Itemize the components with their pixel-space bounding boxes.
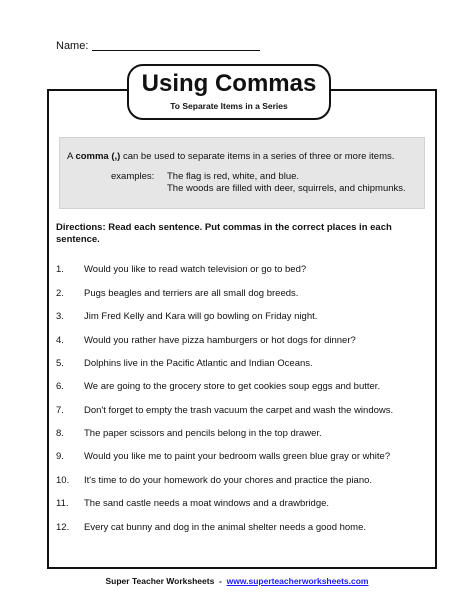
sentence-text: It's time to do your homework do your chores and practice the piano. (84, 475, 373, 486)
sentence-number: 7. (56, 405, 64, 416)
sentence-text: Jim Fred Kelly and Kara will go bowling on Friday night. (84, 311, 318, 322)
sentence-number: 9. (56, 451, 64, 462)
sentence-text: Would you like to read watch television or go to bed? (84, 264, 307, 275)
footer-separator: - (214, 576, 227, 586)
footer (0, 576, 474, 586)
sentence-number: 6. (56, 381, 64, 392)
sentence-text: Would you rather have pizza hamburgers or hot dogs for dinner? (84, 335, 356, 346)
info-intro-before: A (67, 151, 76, 162)
sentence-text: The sand castle needs a moat windows and a drawbridge. (84, 498, 330, 509)
sentence-number: 3. (56, 311, 64, 322)
info-intro (67, 151, 394, 162)
sentence-number: 10. (56, 475, 70, 486)
sentence-number: 8. (56, 428, 64, 439)
sentence-number: 11. (56, 498, 69, 509)
directions: Directions: Read each sentence. Put commas in the correct places in each sentence. (56, 222, 392, 245)
sentence-number: 1. (56, 264, 64, 275)
page-subtitle: To Separate Items in a Series (170, 101, 288, 111)
name-blank-line[interactable] (92, 50, 260, 51)
sentence-text: Don't forget to empty the trash vacuum the carpet and wash the windows. (84, 405, 394, 416)
sentence-number: 12. (56, 522, 70, 533)
sentence-text: Dolphins live in the Pacific Atlantic and Indian Oceans. (84, 358, 313, 369)
sentence-text: We are going to the grocery store to get cookies soup eggs and butter. (84, 381, 381, 392)
sentence-text: The paper scissors and pencils belong in the top drawer. (84, 428, 322, 439)
info-intro-after: can be used to separate items in a series of three or more items. (120, 151, 395, 162)
example-1: The flag is red, white, and blue. (167, 171, 300, 182)
sentence-number: 4. (56, 335, 64, 346)
sentence-number: 2. (56, 288, 64, 299)
title-box (127, 64, 331, 120)
sentence-number: 5. (56, 358, 64, 369)
footer-link[interactable]: www.superteacherworksheets.com (226, 576, 369, 586)
sentence-text: Every cat bunny and dog in the animal shelter needs a good home. (84, 522, 367, 533)
footer-brand: Super Teacher Worksheets (105, 576, 215, 586)
example-2: The woods are filled with deer, squirrels, and chipmunks. (167, 183, 406, 194)
sentence-text: Pugs beagles and terriers are all small dog breeds. (84, 288, 299, 299)
info-intro-bold: comma (,) (75, 151, 121, 162)
examples-label: examples: (111, 171, 155, 182)
sentence-text: Would you like me to paint your bedroom walls green blue gray or white? (84, 451, 391, 462)
info-box (59, 137, 425, 209)
name-label: Name: (56, 40, 89, 52)
page-title: Using Commas (141, 70, 317, 97)
